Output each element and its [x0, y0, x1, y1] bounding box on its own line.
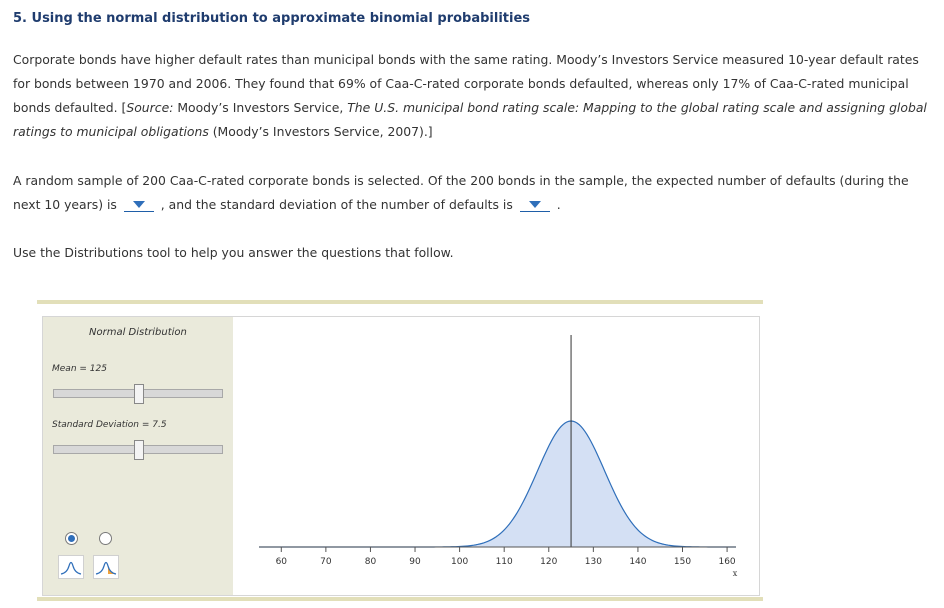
- question-part3: .: [556, 197, 561, 212]
- distributions-tool: [42, 316, 760, 596]
- tool-title: Normal Distribution: [89, 327, 187, 338]
- mean-label: Mean = 125: [52, 364, 107, 374]
- sd-slider[interactable]: [53, 445, 223, 454]
- intro-paragraph: [13, 48, 933, 144]
- x-tick-label: 80: [364, 557, 377, 567]
- source-end: (Moody’s Investors Service, 2007).]: [208, 124, 433, 139]
- sd-slider-thumb[interactable]: [134, 440, 144, 460]
- source-title: The U.S. municipal bond rating scale: Mapping to the global rating scale and assigning global ratings to municipal obligations: [13, 100, 927, 139]
- x-tick-label: 130: [584, 557, 602, 567]
- intro-text: Corporate bonds have higher default rates than municipal bonds with the same rating. Moody’s Investors Service measured 10-year default rates for bonds between 1970 and 2006. They found that 69% of Caa-C-rated corporate bonds defaulted, whereas only 17% of Caa-C-rated municipal bonds defaulted. [: [13, 52, 919, 115]
- expected-defaults-dropdown[interactable]: [124, 197, 154, 212]
- density-curve: [259, 421, 736, 547]
- x-axis-ticks: [276, 547, 736, 567]
- x-tick-label: 140: [629, 557, 647, 567]
- std-dev-dropdown[interactable]: [520, 197, 550, 212]
- x-tick-label: 150: [673, 557, 692, 567]
- question-paragraph: [13, 169, 933, 217]
- normal-curve-radio[interactable]: [65, 532, 78, 545]
- question-part2: , and the standard deviation of the number of defaults is: [160, 197, 513, 212]
- source-label: Source:: [126, 100, 174, 115]
- normal-distribution-chart: [234, 317, 759, 595]
- density-area: [259, 421, 736, 547]
- x-tick-label: 70: [320, 557, 332, 567]
- x-tick-label: 120: [540, 557, 558, 567]
- x-tick-label: 90: [409, 557, 421, 567]
- tool-bottom-divider: [37, 597, 763, 601]
- x-tick-label: 100: [451, 557, 469, 567]
- x-tick-label: 110: [495, 557, 513, 567]
- control-panel: [43, 317, 233, 595]
- tool-top-divider: [37, 300, 763, 304]
- question-heading: 5. Using the normal distribution to approximate binomial probabilities: [13, 11, 531, 26]
- x-tick-label: 160: [718, 557, 736, 567]
- source-publisher: Moody’s Investors Service,: [173, 100, 348, 115]
- x-tick-label: 60: [275, 557, 288, 567]
- shaded-tail-icon[interactable]: [93, 555, 119, 579]
- mean-slider[interactable]: [53, 389, 223, 398]
- question-part1: A random sample of 200 Caa-C-rated corporate bonds is selected. Of the 200 bonds in the sample, the expected number of defaults (during the next 10 years) is: [13, 173, 909, 212]
- shaded-area-radio[interactable]: [99, 532, 112, 545]
- x-axis-label: x: [732, 569, 738, 578]
- instruction-text: Use the Distributions tool to help you answer the questions that follow.: [13, 245, 454, 260]
- normal-curve-icon[interactable]: [58, 555, 84, 579]
- mean-slider-thumb[interactable]: [134, 384, 144, 404]
- sd-label: Standard Deviation = 7.5: [52, 420, 167, 430]
